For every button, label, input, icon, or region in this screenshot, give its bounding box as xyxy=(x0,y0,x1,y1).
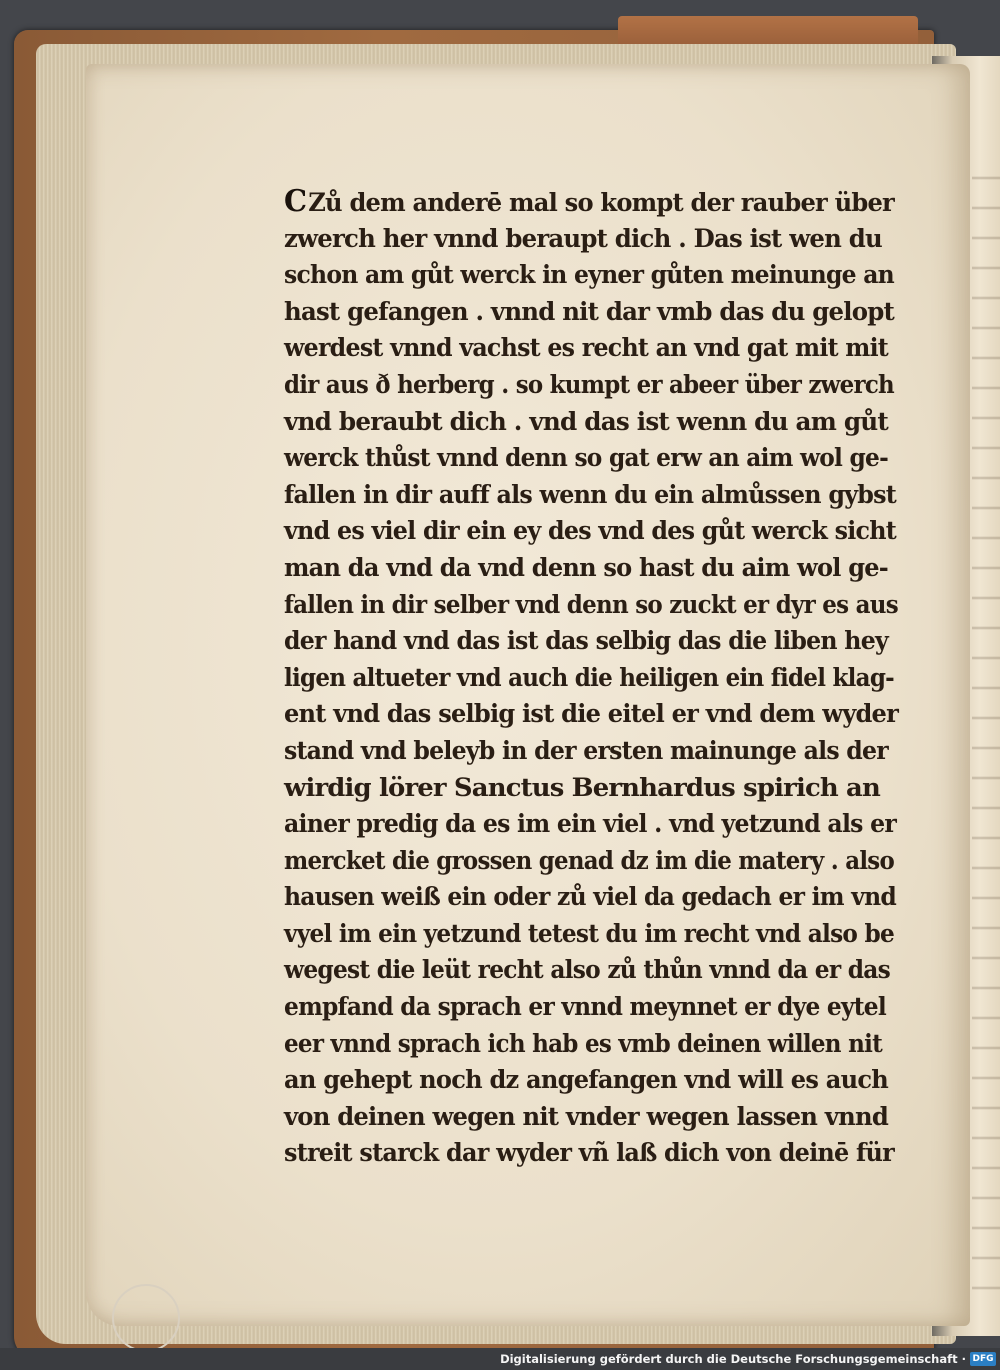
text-line xyxy=(284,440,888,477)
text-line-content: Zů dem anderē mal so kompt der rauber über xyxy=(308,188,894,217)
text-line-content: hausen weiß ein oder zů viel da gedach er im vnd xyxy=(284,882,896,912)
text-line xyxy=(284,550,890,587)
text-line-content: vyel im ein yetzund tetest du im recht vnd also be xyxy=(284,918,894,948)
text-line xyxy=(284,1026,882,1063)
text-line-content: werdest vnnd vachst es recht an vnd gat mit mit xyxy=(284,333,888,363)
text-line xyxy=(284,1135,894,1172)
initial-letter: C xyxy=(284,184,307,219)
footer-bar xyxy=(0,1348,1000,1370)
text-line-content: ainer predig da es im ein viel . vnd yetzund als er xyxy=(284,809,896,839)
dfg-logo: DFG xyxy=(970,1352,996,1366)
text-line xyxy=(284,221,898,258)
text-line xyxy=(284,477,896,514)
text-line-content: schon am gůt werck in eyner gůten meinunge an xyxy=(284,260,894,290)
text-line-content: vnd es viel dir ein ey des vnd des gůt werck sicht xyxy=(284,516,896,546)
text-line xyxy=(284,806,896,843)
text-line-content: mercket die grossen genad dz im die matery . also xyxy=(284,845,894,875)
text-line-content: streit starck dar wyder vñ laß dich von deinē für xyxy=(284,1138,894,1168)
text-line xyxy=(284,1099,895,1136)
facing-page-edge xyxy=(972,150,1000,1300)
text-line xyxy=(284,330,888,367)
text-line xyxy=(284,1062,891,1099)
text-line-content: der hand vnd das ist das selbig das die liben hey xyxy=(284,626,888,656)
text-line-content: wirdig lörer Sanctus Bernhardus spirich an xyxy=(284,772,880,802)
text-line xyxy=(284,623,888,660)
text-line-content: wegest die leüt recht also zů thůn vnnd da er das xyxy=(284,955,890,985)
text-line-content: von deinen wegen nit vnder wegen lassen vnnd xyxy=(284,1101,888,1131)
text-line-content: fallen in dir auff als wenn du ein almůssen gybst xyxy=(284,479,896,509)
text-line xyxy=(284,660,894,697)
text-line xyxy=(284,916,894,953)
text-line xyxy=(284,733,888,770)
text-line-content: ligen altueter vnd auch die heiligen ein fidel klag- xyxy=(284,662,894,692)
text-line xyxy=(284,184,892,221)
text-line xyxy=(284,294,899,331)
text-line-content: empfand da sprach er vnnd meynnet er dye eytel xyxy=(284,992,886,1022)
page-corner-mark xyxy=(112,1284,180,1352)
text-line-content: hast gefangen . vnnd nit dar vmb das du gelopt xyxy=(284,296,894,326)
text-line-content: eer vnnd sprach ich hab es vmb deinen willen nit xyxy=(284,1028,882,1058)
text-line xyxy=(284,367,894,404)
text-line xyxy=(284,257,894,294)
text-line xyxy=(284,587,898,624)
text-line-content: zwerch her vnnd beraupt dich . Das ist wen du xyxy=(284,223,882,253)
text-line-content: man da vnd da vnd denn so hast du aim wol ge- xyxy=(284,552,888,582)
text-line xyxy=(284,989,886,1026)
text-line xyxy=(284,770,936,807)
text-line xyxy=(284,843,894,880)
text-line-content: fallen in dir selber vnd denn so zuckt er dyr es aus xyxy=(284,589,898,619)
text-line xyxy=(284,404,905,441)
text-line-content: ent vnd das selbig ist die eitel er vnd dem wyder xyxy=(284,699,898,729)
text-line xyxy=(284,879,896,916)
text-line-content: stand vnd beleyb in der ersten mainunge als der xyxy=(284,735,888,765)
text-line-content: an gehept noch dz angefangen vnd will es auch xyxy=(284,1065,888,1095)
text-line-content: dir aus ð herberg . so kumpt er abeer über zwerch xyxy=(284,369,894,399)
text-line-content: werck thůst vnnd denn so gat erw an aim wol ge- xyxy=(284,443,888,473)
text-line-content: vnd beraubt dich . vnd das ist wenn du am gůt xyxy=(284,406,888,436)
text-line xyxy=(284,696,898,733)
page-text-block xyxy=(284,184,914,1172)
footer-credit: Digitalisierung gefördert durch die Deutsche Forschungsgemeinschaft · xyxy=(500,1352,966,1366)
text-line xyxy=(284,952,890,989)
text-line xyxy=(284,513,896,550)
